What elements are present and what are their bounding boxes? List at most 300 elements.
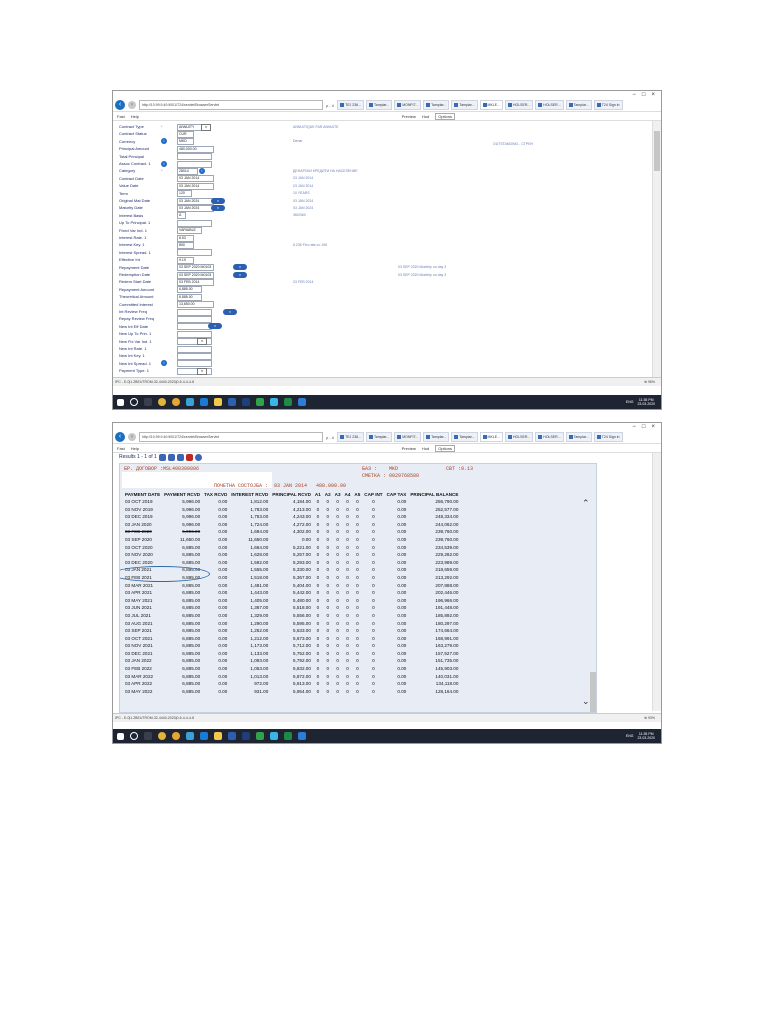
- tab-label: Tamplar...: [374, 103, 390, 107]
- back-icon[interactable]: ‹: [115, 100, 125, 110]
- field-input[interactable]: MKD: [177, 138, 194, 145]
- field-input[interactable]: 480,000.00: [177, 146, 214, 153]
- table-cell: 1,443.00: [250, 590, 269, 596]
- field-input[interactable]: 03 FEB 2014: [177, 279, 214, 286]
- table-cell: 03 JUL 2021: [125, 612, 151, 618]
- table-row[interactable]: [123, 536, 460, 544]
- table-cell: 145,903.00: [435, 666, 459, 672]
- folder-icon[interactable]: [214, 398, 222, 406]
- field-label: Payment Type. 1: [119, 368, 149, 374]
- word-icon[interactable]: [228, 398, 236, 406]
- browser-tab[interactable]: [394, 432, 421, 442]
- lookup-icon[interactable]: i: [199, 168, 205, 174]
- folder-icon[interactable]: [214, 732, 222, 740]
- table-cell: 248,334.00: [435, 514, 459, 520]
- app-icon[interactable]: [298, 398, 306, 406]
- browser-tab[interactable]: [366, 100, 392, 110]
- table-cell: 0: [316, 590, 320, 596]
- field-input[interactable]: [177, 161, 212, 168]
- search-icon[interactable]: [130, 398, 138, 406]
- table-row[interactable]: [123, 665, 460, 673]
- field-input[interactable]: 800: [177, 242, 194, 249]
- field-label: Redem Start Date: [119, 279, 152, 285]
- table-cell: 0.00: [218, 635, 228, 641]
- calendar-picker-icon[interactable]: ▾: [211, 198, 225, 204]
- field-input[interactable]: [177, 353, 212, 360]
- table-row[interactable]: [123, 544, 460, 552]
- task-view-icon[interactable]: [144, 398, 152, 406]
- calendar-picker-icon[interactable]: ▾: [208, 323, 222, 329]
- table-cell: 0: [316, 559, 320, 565]
- table-cell: 1,133.00: [250, 650, 269, 656]
- browser-tab[interactable]: [505, 432, 533, 442]
- table-cell: 0: [316, 673, 320, 679]
- start-icon[interactable]: [117, 733, 124, 740]
- browser-tab[interactable]: [451, 432, 477, 442]
- maximize-icon[interactable]: □: [641, 424, 646, 430]
- calendar-picker-icon[interactable]: ▾: [233, 264, 247, 270]
- table-row[interactable]: [123, 559, 460, 567]
- table-cell: 1,367.00: [250, 605, 269, 611]
- field-label: New Fix Var Ind. 1: [119, 338, 152, 344]
- table-row[interactable]: [123, 627, 460, 635]
- field-description: 03 SEP 2020 Monthly on day 3: [398, 265, 447, 270]
- browser-tab[interactable]: [535, 432, 563, 442]
- network-app-icon[interactable]: [186, 732, 194, 740]
- table-cell: 0: [372, 582, 375, 588]
- table-cell: 03 FEB 2021: [125, 574, 152, 580]
- field-label: Currency: [119, 138, 136, 144]
- browser-tab[interactable]: [337, 100, 364, 110]
- table-cell: 0.00: [397, 567, 407, 573]
- excel-icon[interactable]: [284, 398, 292, 406]
- table-row[interactable]: [123, 680, 460, 688]
- calendar-picker-icon[interactable]: ▾: [233, 272, 247, 278]
- table-cell: 5,257.00: [293, 552, 311, 558]
- browser-tab[interactable]: [480, 432, 503, 442]
- clock[interactable]: [637, 398, 655, 406]
- field-input[interactable]: 28014: [177, 168, 198, 175]
- outlook-icon[interactable]: [242, 398, 250, 406]
- field-input[interactable]: 03 SEP 2020 M0103: [177, 264, 214, 271]
- table-cell: 1,592.00: [250, 559, 269, 565]
- table-cell: 207,888.00: [435, 582, 459, 588]
- table-cell: 174,664.00: [435, 628, 459, 634]
- scrollbar[interactable]: [652, 121, 661, 377]
- tab-favicon-icon: [340, 435, 344, 439]
- table-cell: 03 MAR 2021: [125, 582, 154, 588]
- field-input[interactable]: 03 JAN 2014: [177, 183, 214, 190]
- windows-taskbar: [113, 395, 661, 409]
- table-cell: 4,213.00: [293, 506, 311, 512]
- field-input[interactable]: [177, 249, 212, 256]
- table-cell: 0: [356, 529, 359, 535]
- table-cell: 0: [316, 643, 320, 649]
- table-cell: 0: [346, 688, 349, 694]
- outlook-icon[interactable]: [242, 732, 250, 740]
- field-input[interactable]: 8.53: [177, 235, 194, 242]
- table-row[interactable]: [123, 582, 460, 590]
- table-cell: 0: [326, 506, 330, 512]
- task-view-icon[interactable]: [144, 732, 152, 740]
- table-cell: 0: [346, 620, 349, 626]
- field-input[interactable]: [177, 360, 212, 367]
- field-input[interactable]: 6,885.00: [177, 294, 202, 301]
- browser-tab[interactable]: [423, 432, 449, 442]
- field-input[interactable]: 6,885.00: [177, 286, 202, 293]
- table-row[interactable]: [123, 650, 460, 658]
- field-input[interactable]: 9.19: [177, 257, 194, 264]
- chrome-icon[interactable]: [158, 732, 166, 740]
- start-icon[interactable]: [117, 399, 124, 406]
- zoom-level[interactable]: ⊕ 93%: [644, 716, 655, 720]
- table-cell: 0.00: [218, 658, 228, 664]
- field-input[interactable]: A: [177, 212, 186, 219]
- table-row[interactable]: [123, 620, 460, 628]
- norton-icon[interactable]: [172, 732, 180, 740]
- table-cell: 0: [336, 597, 339, 603]
- table-cell: 0: [316, 582, 320, 588]
- table-cell: 0: [356, 559, 359, 565]
- table-cell: 0: [316, 544, 320, 550]
- search-icon[interactable]: [130, 732, 138, 740]
- field-input[interactable]: 03 SEP 2020 M0103: [177, 272, 214, 279]
- table-cell: 0: [372, 605, 375, 611]
- field-input[interactable]: VARIABLE: [177, 227, 202, 234]
- field-label: Contract Status: [119, 131, 147, 137]
- table-cell: 4,272.00: [293, 521, 311, 527]
- table-cell: 0.00: [397, 552, 407, 558]
- browser-tab[interactable]: [423, 100, 449, 110]
- table-cell: 0.00: [397, 673, 407, 679]
- field-input[interactable]: CUR: [177, 131, 194, 138]
- table-cell: 0: [372, 567, 375, 573]
- skype-icon[interactable]: [270, 398, 278, 406]
- enquiry-panel: [119, 463, 597, 713]
- clock[interactable]: [637, 732, 655, 740]
- column-header: A5: [354, 491, 361, 497]
- field-description: 03 FEB 2014: [293, 279, 314, 284]
- browser-tab[interactable]: [566, 100, 592, 110]
- table-cell: 0: [372, 514, 375, 520]
- toolbar-preview[interactable]: Preview: [401, 445, 416, 451]
- calendar-picker-icon[interactable]: ▾: [211, 205, 225, 211]
- panel-scrollbar-thumb[interactable]: [590, 672, 596, 713]
- field-input[interactable]: [177, 323, 212, 330]
- table-cell: 0: [326, 582, 330, 588]
- table-cell: 0.00: [397, 620, 407, 626]
- table-cell: 6,885.00: [182, 597, 201, 603]
- print-icon[interactable]: [177, 454, 184, 461]
- table-cell: 0.00: [218, 521, 228, 527]
- field-label: Principal Amount: [119, 146, 150, 152]
- app-icon[interactable]: [298, 732, 306, 740]
- scrollbar-thumb[interactable]: [654, 131, 660, 171]
- zoom-level[interactable]: ⊕ 95%: [644, 380, 655, 384]
- field-input[interactable]: [177, 309, 212, 316]
- table-cell: 0: [336, 499, 339, 504]
- table-cell: 03 JAN 2020: [125, 521, 152, 527]
- norton-icon[interactable]: [172, 398, 180, 406]
- status-url: IPC - E-0|1.2BEUTROM-32-4440-2023|0-6-4-4-4-8: [115, 380, 195, 384]
- toolbar-preview[interactable]: Preview: [401, 113, 416, 119]
- table-row[interactable]: [123, 604, 460, 612]
- search-hint[interactable]: ρ - ¢: [326, 102, 335, 108]
- table-cell: 5,673.00: [293, 635, 311, 641]
- field-input[interactable]: 13,650.00: [177, 301, 214, 308]
- tab-favicon-icon: [538, 435, 542, 439]
- calendar-picker-icon[interactable]: ▾: [223, 309, 237, 315]
- table-cell: 6,885.00: [182, 620, 201, 626]
- table-cell: 5,595.00: [293, 620, 311, 626]
- chrome-icon[interactable]: [158, 398, 166, 406]
- scrollbar[interactable]: [652, 453, 661, 711]
- table-cell: 0: [372, 620, 375, 626]
- table-cell: 0: [316, 597, 320, 603]
- table-cell: 11,650.00: [248, 536, 269, 542]
- lookup-icon[interactable]: i: [161, 161, 167, 167]
- skype-icon[interactable]: [270, 732, 278, 740]
- forward-icon[interactable]: ›: [128, 101, 136, 109]
- table-cell: 0: [336, 681, 339, 687]
- ie-icon[interactable]: [256, 398, 264, 406]
- table-cell: 03 SEP 2020: [125, 536, 152, 542]
- browser-tab[interactable]: [594, 100, 623, 110]
- table-row[interactable]: [123, 657, 460, 665]
- field-input[interactable]: [177, 346, 212, 353]
- table-cell: 0: [356, 666, 359, 672]
- url-field[interactable]: http://10.99.9.40:9001/T24/servlet/BrowserServlet: [139, 432, 323, 442]
- table-cell: 0: [326, 635, 330, 641]
- column-header: A2: [324, 491, 331, 497]
- table-row[interactable]: [123, 521, 460, 529]
- table-cell: 0: [346, 552, 349, 558]
- table-cell: 0.00: [218, 514, 228, 520]
- tab-favicon-icon: [369, 435, 373, 439]
- edge-icon[interactable]: [200, 732, 208, 740]
- contract-number: БР. ДОГОВОР :MSL400300006: [124, 466, 200, 472]
- table-cell: 0.00: [397, 612, 407, 618]
- browser-tab[interactable]: [337, 432, 364, 442]
- table-cell: 0: [336, 635, 339, 641]
- table-cell: 191,448.00: [435, 605, 459, 611]
- field-input[interactable]: 03 JAN 2024: [177, 205, 214, 212]
- table-cell: 0: [316, 574, 320, 580]
- column-header: A3: [334, 491, 341, 497]
- table-cell: 0.00: [218, 673, 228, 679]
- tab-label: Tamplar...: [573, 435, 589, 439]
- forward-icon[interactable]: ›: [128, 433, 136, 441]
- search-hint[interactable]: ρ - ¢: [326, 434, 335, 440]
- field-input[interactable]: 120: [177, 190, 192, 197]
- table-row[interactable]: [123, 635, 460, 643]
- table-cell: 03 JUN 2021: [125, 605, 152, 611]
- field-input[interactable]: 03 JAN 2014: [177, 175, 214, 182]
- table-cell: 5,792.00: [293, 658, 311, 664]
- table-cell: 0.00: [218, 582, 228, 588]
- table-row[interactable]: [123, 551, 460, 559]
- tab-favicon-icon: [508, 435, 512, 439]
- minimize-icon[interactable]: −: [632, 92, 636, 98]
- table-cell: 0.00: [218, 605, 228, 611]
- browser-tab[interactable]: [535, 100, 563, 110]
- table-cell: 0.00: [397, 506, 407, 512]
- excel-icon[interactable]: [284, 732, 292, 740]
- table-cell: 239,760.00: [435, 529, 459, 535]
- tab-label: HOLSER...: [512, 103, 531, 107]
- table-row[interactable]: [123, 642, 460, 650]
- help-icon[interactable]: [195, 454, 202, 461]
- clock-time: 11:35 PM: [638, 398, 654, 402]
- browser-tab[interactable]: [451, 100, 477, 110]
- close-icon[interactable]: ×: [651, 92, 655, 98]
- table-cell: 0: [336, 628, 339, 634]
- table-row[interactable]: [123, 612, 460, 620]
- table-cell: 0: [326, 628, 330, 634]
- lookup-icon[interactable]: i: [161, 138, 167, 144]
- browser-tab[interactable]: [566, 432, 592, 442]
- field-input[interactable]: [177, 153, 212, 160]
- field-label: Interest Spread. 1: [119, 249, 151, 255]
- browser-tab[interactable]: [366, 432, 392, 442]
- table-cell: 0: [326, 681, 330, 687]
- close-icon[interactable]: ×: [651, 424, 655, 430]
- table-cell: 0.00: [397, 666, 407, 672]
- table-cell: 0: [326, 597, 330, 603]
- tab-label: HOLSER...: [543, 435, 561, 439]
- table-cell: 168,991.00: [435, 635, 459, 641]
- pdf-icon[interactable]: [186, 454, 193, 461]
- table-row[interactable]: [123, 673, 460, 681]
- browser-tab[interactable]: [594, 432, 623, 442]
- browser-tab[interactable]: [394, 100, 421, 110]
- table-cell: 0: [346, 529, 349, 535]
- table-cell: 03 FEB 2022: [125, 666, 152, 672]
- tab-label: Tamplar...: [459, 435, 475, 439]
- scroll-up-icon[interactable]: ⌃: [582, 498, 590, 508]
- table-cell: 6,885.00: [182, 582, 201, 588]
- table-cell: 0.00: [397, 597, 407, 603]
- table-cell: 5,330.00: [293, 567, 311, 573]
- table-row[interactable]: [123, 528, 460, 536]
- table-cell: 5,996.00: [182, 499, 201, 504]
- options-button[interactable]: Options: [435, 113, 455, 120]
- field-input[interactable]: [177, 220, 212, 227]
- dropdown-arrow-icon[interactable]: ▾: [197, 368, 207, 375]
- dropdown-arrow-icon[interactable]: ▾: [201, 124, 211, 131]
- table-row[interactable]: [123, 688, 460, 696]
- edge-icon[interactable]: [200, 398, 208, 406]
- tab-favicon-icon: [508, 103, 512, 107]
- next-page-icon[interactable]: [168, 454, 175, 461]
- table-cell: 0.00: [397, 681, 407, 687]
- table-cell: 6,885.00: [182, 590, 201, 596]
- field-input[interactable]: ANNUITY: [177, 124, 202, 131]
- table-cell: 0.00: [397, 559, 407, 565]
- system-tray: [626, 398, 661, 406]
- table-cell: 0: [372, 597, 375, 603]
- table-row[interactable]: [123, 506, 460, 514]
- browser-tab[interactable]: [505, 100, 533, 110]
- required-marker: *: [161, 168, 163, 174]
- table-cell: 0: [346, 559, 349, 565]
- table-cell: 0.00: [218, 567, 228, 573]
- field-input[interactable]: 03 JAN 2024: [177, 198, 214, 205]
- tray-lang[interactable]: ENG: [625, 400, 634, 404]
- back-icon[interactable]: ‹: [115, 432, 125, 442]
- options-button[interactable]: Options: [435, 445, 455, 452]
- table-cell: 0: [336, 688, 339, 694]
- field-input[interactable]: [177, 316, 212, 323]
- table-cell: 0: [346, 514, 349, 520]
- tab-favicon-icon: [483, 103, 487, 107]
- field-description: 03 JAN 2014: [293, 176, 314, 181]
- lookup-icon[interactable]: i: [161, 360, 167, 366]
- table-cell: 1,329.00: [250, 612, 269, 618]
- menu-help[interactable]: Help: [130, 113, 140, 119]
- table-cell: 0.00: [218, 688, 228, 694]
- table-row[interactable]: [123, 513, 460, 521]
- table-cell: 0: [336, 514, 339, 520]
- toolbar-hud[interactable]: Hud: [421, 113, 430, 119]
- table-cell: 03 NOV 2019: [125, 506, 153, 512]
- field-label: Term: [119, 190, 128, 196]
- field-input[interactable]: [177, 331, 212, 338]
- table-cell: 0: [336, 552, 339, 558]
- menu-fast[interactable]: Fast: [117, 445, 125, 451]
- table-cell: 218,659.00: [435, 567, 459, 573]
- tab-favicon-icon: [454, 103, 458, 107]
- toolbar-hud[interactable]: Hud: [421, 445, 430, 451]
- field-label: Interest Rate. 1: [119, 235, 147, 240]
- url-field[interactable]: http://10.99.9.40:9001/T24/servlet/BrowserServlet: [139, 100, 323, 110]
- table-cell: 0: [336, 529, 339, 535]
- table-cell: 0: [356, 514, 359, 520]
- tab-label: HOLSER...: [543, 103, 561, 107]
- menu-help[interactable]: Help: [130, 445, 140, 451]
- table-cell: 0: [316, 650, 320, 656]
- table-cell: 0: [356, 590, 359, 596]
- network-app-icon[interactable]: [186, 398, 194, 406]
- address-bar-row: [113, 99, 661, 112]
- dropdown-arrow-icon[interactable]: ▾: [197, 338, 207, 345]
- clock-date: 23.03.2020: [637, 736, 655, 740]
- menu-fast[interactable]: Fast: [117, 113, 125, 119]
- browser-tab[interactable]: [480, 100, 503, 110]
- table-cell: 0: [316, 514, 320, 520]
- table-cell: 0: [326, 559, 330, 565]
- table-cell: 0: [356, 620, 359, 626]
- tab-label: HOLSER...: [512, 435, 531, 439]
- field-label: New Int Key. 1: [119, 353, 145, 359]
- table-cell: 03 DEC 2019: [125, 514, 153, 520]
- ie-icon[interactable]: [256, 732, 264, 740]
- table-row[interactable]: [123, 597, 460, 605]
- table-cell: 03 JAN 2021: [125, 567, 152, 573]
- table-cell: 0: [372, 688, 375, 694]
- tab-favicon-icon: [340, 103, 344, 107]
- table-row[interactable]: [123, 589, 460, 597]
- tab-label: Tamplar...: [431, 435, 447, 439]
- refresh-icon[interactable]: [159, 454, 166, 461]
- minimize-icon[interactable]: −: [632, 424, 636, 430]
- tray-lang[interactable]: ENG: [625, 734, 634, 738]
- column-header: PRINCIPAL BALANCE: [410, 491, 459, 497]
- table-row[interactable]: [123, 498, 460, 506]
- maximize-icon[interactable]: □: [641, 92, 646, 98]
- word-icon[interactable]: [228, 732, 236, 740]
- scroll-down-icon[interactable]: ⌄: [582, 696, 590, 706]
